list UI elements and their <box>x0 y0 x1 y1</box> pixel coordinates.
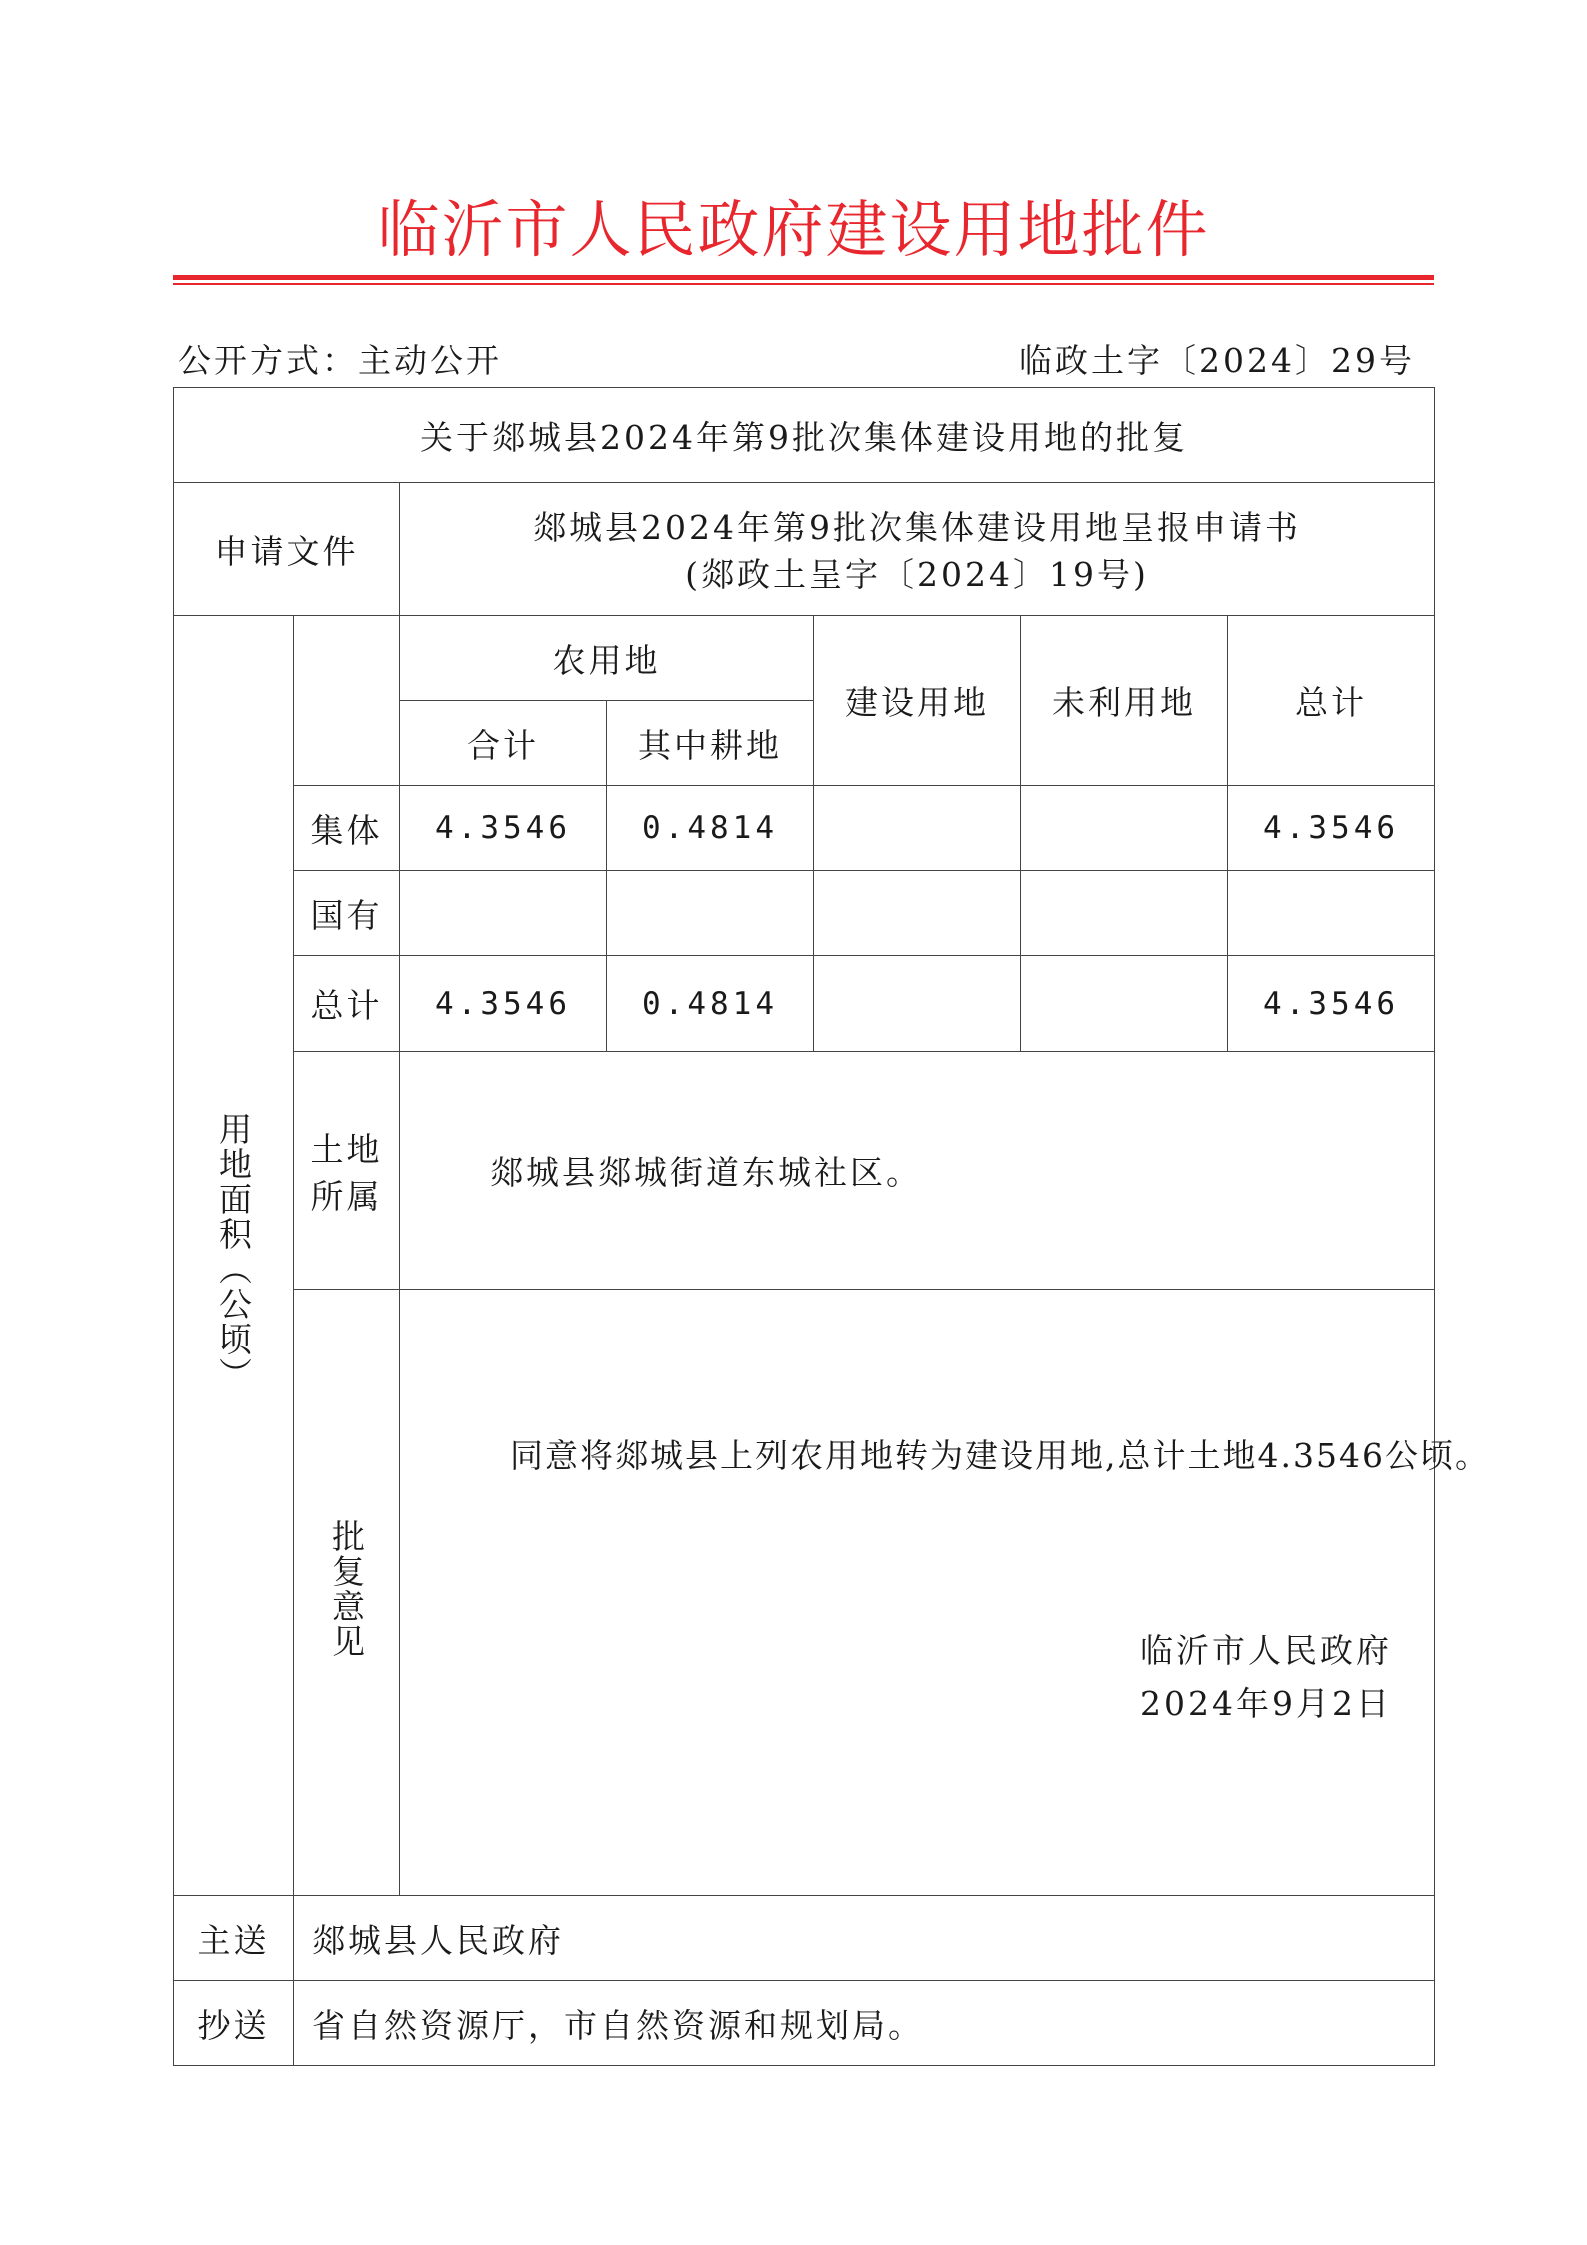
cc-value: 省自然资源厅，市自然资源和规划局。 <box>294 1981 1435 2066</box>
document-number: 临政土字〔2024〕29号 <box>1019 341 1415 380</box>
application-value <box>400 483 1435 616</box>
ownership-label <box>294 1052 400 1290</box>
subject-row <box>174 388 1435 483</box>
signature-org: 临沂市人民政府 <box>1140 1631 1392 1670</box>
cell-cultivated: 0.4814 <box>607 956 814 1052</box>
cell-construction <box>814 786 1021 871</box>
cell-cultivated <box>607 871 814 956</box>
table-row <box>174 786 1435 871</box>
approval-table <box>173 387 1490 2066</box>
disclosure-mode: 公开方式：主动公开 <box>178 341 502 380</box>
ownership-row <box>174 1052 1435 1290</box>
col-agri: 农用地 <box>400 616 814 701</box>
document-title: 临沂市人民政府建设用地批件 <box>377 193 1210 266</box>
title-divider-thick <box>173 275 1434 280</box>
cc-label: 抄送 <box>174 1981 294 2066</box>
opinion-label-cell <box>294 1290 400 1896</box>
cell-cultivated: 0.4814 <box>607 786 814 871</box>
cell-agri-total <box>400 871 607 956</box>
area-header-blank <box>294 616 400 786</box>
ownership-label-line-1: 土地 <box>310 1129 383 1169</box>
cell-agri-total: 4.3546 <box>400 786 607 871</box>
signature-date: 2024年9月2日 <box>1140 1684 1392 1723</box>
cell-total: 4.3546 <box>1228 956 1435 1052</box>
col-agri-cultivated: 其中耕地 <box>607 701 814 786</box>
opinion-cell <box>400 1290 1490 1896</box>
cell-total: 4.3546 <box>1228 786 1435 871</box>
application-line-2: (郯政土呈字〔2024〕19号) <box>685 555 1149 594</box>
opinion-text: 同意将郯城县上列农用地转为建设用地,总计土地4.3546公顷。 <box>510 1436 1490 1475</box>
title-divider-thin <box>173 283 1434 285</box>
opinion-row <box>174 1290 1435 1896</box>
area-label: 用地面积（公顷） <box>214 1111 253 1392</box>
row-label: 集体 <box>294 786 400 871</box>
cell-unused <box>1021 871 1228 956</box>
col-unused: 未利用地 <box>1021 616 1228 786</box>
cell-construction <box>814 871 1021 956</box>
application-label: 申请文件 <box>174 483 400 616</box>
cc-row <box>174 1981 1435 2066</box>
send-to-value: 郯城县人民政府 <box>294 1896 1435 1981</box>
ownership-label-line-2: 所属 <box>310 1176 383 1216</box>
ownership-value: 郯城县郯城街道东城社区。 <box>400 1052 1435 1290</box>
area-label-cell <box>174 616 294 1896</box>
cell-agri-total: 4.3546 <box>400 956 607 1052</box>
application-line-1: 郯城县2024年第9批次集体建设用地呈报申请书 <box>533 508 1302 547</box>
cell-construction <box>814 956 1021 1052</box>
table-row <box>174 956 1435 1052</box>
area-header-row-1 <box>174 616 1435 701</box>
cell-unused <box>1021 786 1228 871</box>
row-label: 国有 <box>294 871 400 956</box>
application-row <box>174 483 1435 616</box>
cell-unused <box>1021 956 1228 1052</box>
col-agri-total: 合计 <box>400 701 607 786</box>
cell-total <box>1228 871 1435 956</box>
table-row <box>174 871 1435 956</box>
col-construction: 建设用地 <box>814 616 1021 786</box>
subject-cell: 关于郯城县2024年第9批次集体建设用地的批复 <box>174 388 1435 483</box>
opinion-label: 批复意见 <box>327 1518 366 1659</box>
send-to-label: 主送 <box>174 1896 294 1981</box>
row-label: 总计 <box>294 956 400 1052</box>
col-total: 总计 <box>1228 616 1435 786</box>
send-to-row <box>174 1896 1435 1981</box>
